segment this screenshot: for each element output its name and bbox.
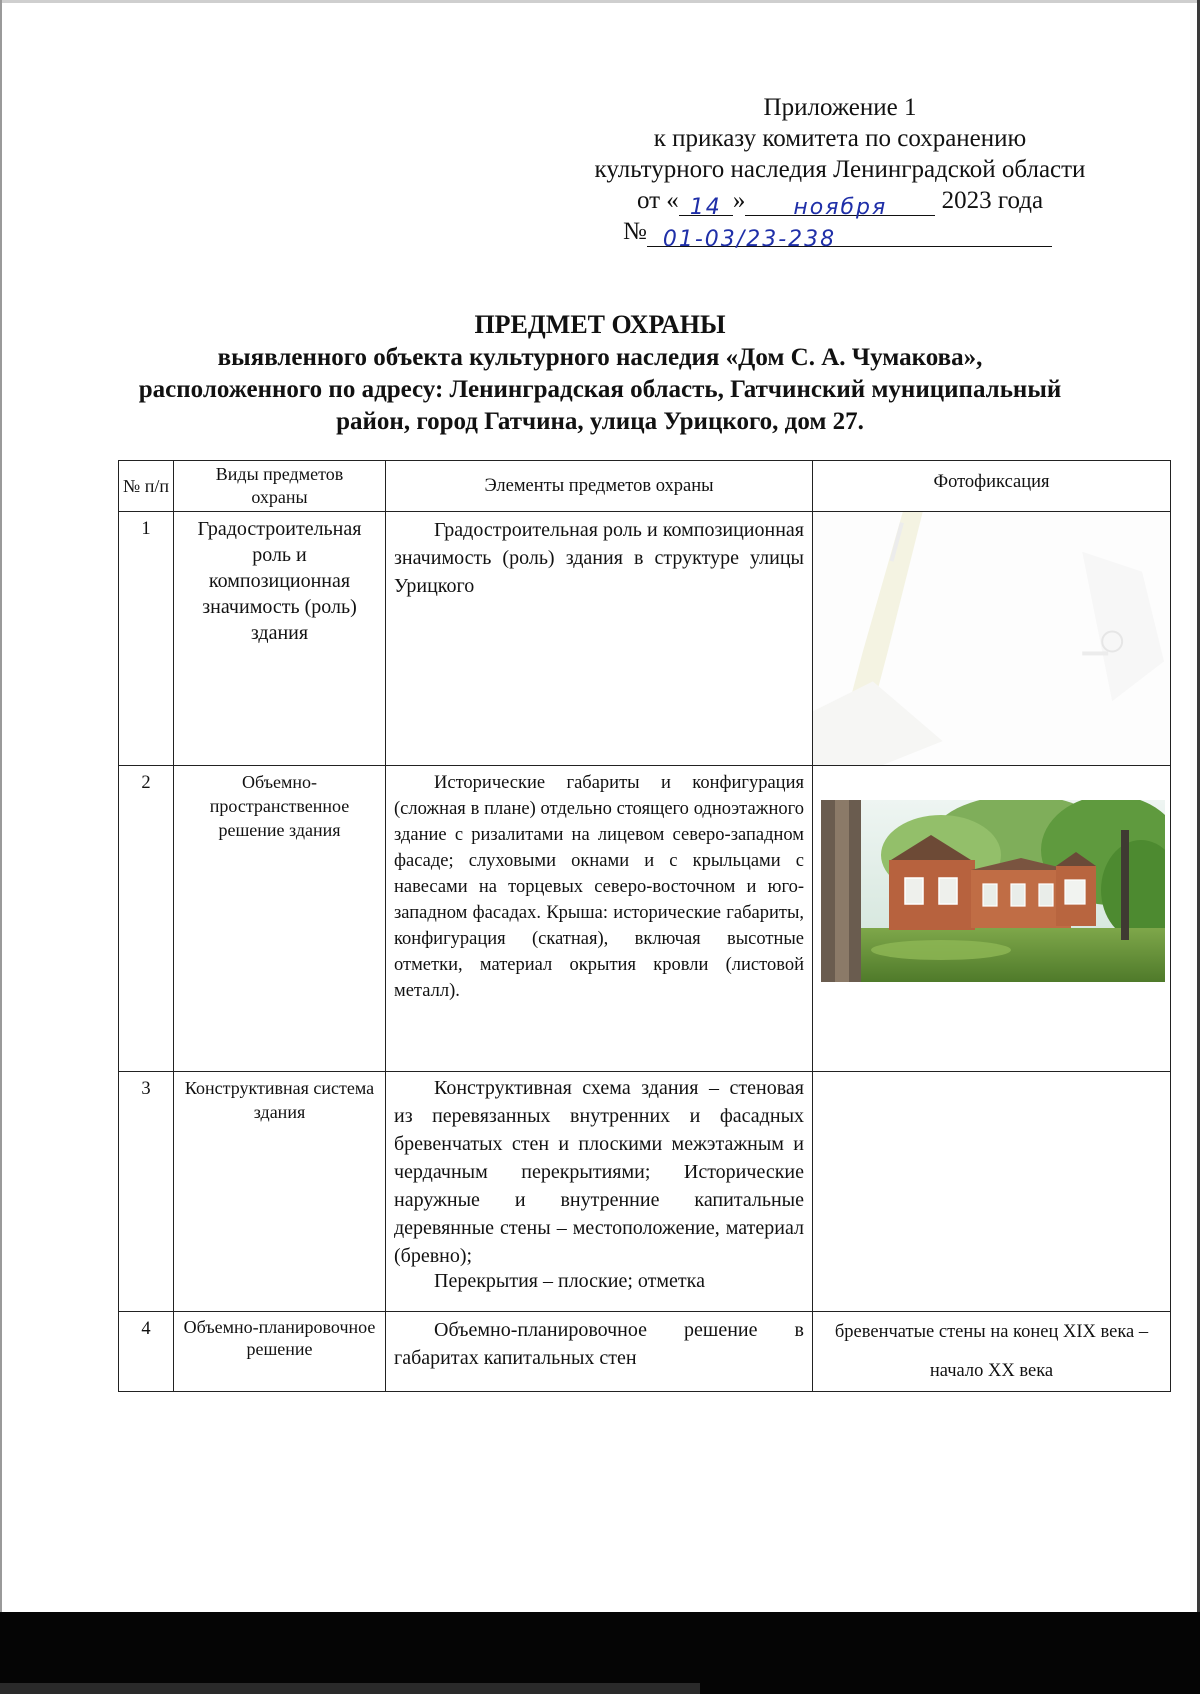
title-heading: ПРЕДМЕТ ОХРАНЫ — [474, 310, 726, 339]
row-3-type: Конструктивная система здания — [174, 1072, 386, 1312]
protection-subject-table — [118, 460, 1171, 1392]
row-4-elements — [386, 1312, 813, 1392]
appendix-line-3: культурного наследия Ленинградской области — [594, 156, 1086, 183]
scan-edge-left — [0, 0, 2, 1612]
row-4-number: 4 — [119, 1312, 174, 1392]
row-1-number: 1 — [119, 512, 174, 766]
row-3-element-text-2: Перекрытия – плоские; отметка — [434, 1270, 705, 1292]
row-3-elements — [386, 1072, 813, 1312]
table-header-row — [119, 461, 1171, 512]
house-photo-image — [821, 800, 1165, 982]
date-prefix: от « — [636, 187, 679, 214]
appendix-line-1: Приложение 1 — [763, 94, 917, 121]
date-month-handwritten: ноября — [793, 195, 888, 220]
date-suffix: 2023 года — [941, 187, 1044, 214]
row-2-element-text: Исторические габариты и конфигурация (сложная в плане) отдельно стоящего одноэтажного здание с ризалитами на лицевом северо-западном фасаде; слуховыми окнами и с крыльцами с навесами на торцевых северо-восточном и юго-западном фасадах. Крыша: исторические габариты, конфигурация (скатная), включая высотные отметки, материал окрытия кровли (листовой металл). — [394, 773, 804, 1001]
table-row — [119, 1312, 1171, 1392]
appendix-date-line — [530, 185, 1150, 220]
header-elements: Элементы предметов охраны — [386, 461, 813, 512]
row-4-photo — [813, 1312, 1171, 1392]
appendix-number-line — [530, 216, 1150, 252]
row-3-element-text-1: Конструктивная схема здания – стеновая из перевязанных внутренних и фасадных бревенчатых стен и плоскими межэтажным и чердачным перекрытиями; Исторические наружные и внутренние капитальные деревянные стены – местоположение, материал (бревно); — [394, 1077, 804, 1267]
title-subtitle: выявленного объекта культурного наследия «Дом С. А. Чумакова», расположенного по адресу: Ленинградская область, Гатчинский муниципальный район, город Гатчина, улица Урицкого, дом 27. — [138, 344, 1062, 435]
date-day-field — [679, 189, 733, 220]
row-4-element-text: Объемно-планировочное решение в габаритах капитальных стен — [394, 1319, 804, 1369]
scan-bottom-bar — [0, 1612, 1200, 1694]
table-row — [119, 512, 1171, 766]
row-1-photo — [813, 512, 1171, 766]
number-field — [647, 221, 1052, 252]
number-handwritten: 01-03/23-238 — [662, 227, 837, 252]
row-2-type: Объемно-пространственное решение здания — [174, 766, 386, 1072]
row-2-number: 2 — [119, 766, 174, 1072]
date-day-handwritten: 14 — [689, 195, 722, 220]
header-photo: Фотофиксация — [813, 461, 1171, 512]
date-month-field — [745, 189, 935, 220]
appendix-line-2: к приказу комитета по сохранению — [653, 125, 1027, 152]
date-mid: » — [732, 187, 746, 214]
header-number: № п/п — [119, 461, 174, 512]
row-4-photo-note: бревенчатые стены на конец XIX века – начало XX века — [834, 1322, 1149, 1381]
row-1-element-text: Градостроительная роль и композиционная значимость (роль) здания в структуре улицы Урицкого — [394, 519, 804, 597]
faded-map-image — [813, 512, 1170, 765]
row-4-type: Объемно-планировочное решение — [174, 1312, 386, 1392]
row-1-type: Градостроительная роль и композиционная значимость (роль) здания — [174, 512, 386, 766]
table-row — [119, 1072, 1171, 1312]
document-title — [130, 309, 1070, 438]
row-2-photo — [813, 766, 1171, 1072]
scan-edge-top — [0, 0, 1200, 3]
row-3-photo — [813, 1072, 1171, 1312]
row-3-number: 3 — [119, 1072, 174, 1312]
table-row — [119, 766, 1171, 1072]
header-type: Виды предметов охраны — [174, 461, 386, 512]
appendix-header — [530, 92, 1150, 252]
row-1-elements — [386, 512, 813, 766]
scan-bottom-shade — [0, 1683, 700, 1694]
row-2-elements — [386, 766, 813, 1072]
number-prefix: № — [623, 218, 647, 245]
